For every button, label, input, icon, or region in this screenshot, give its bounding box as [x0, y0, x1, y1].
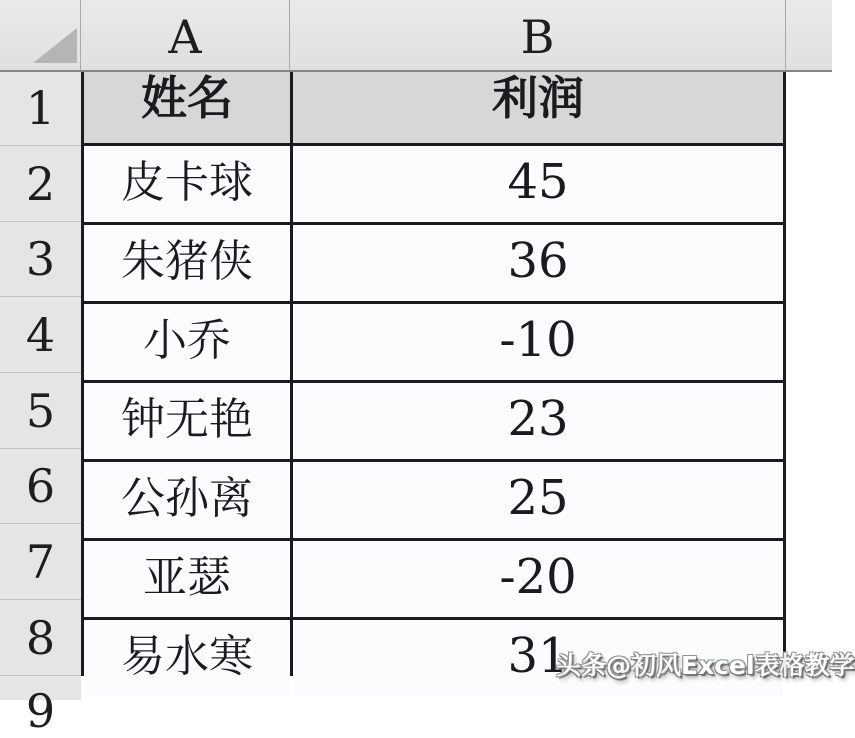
cell-a3-name[interactable]: 朱猪侠: [84, 225, 290, 301]
row-header-7[interactable]: 7: [0, 524, 81, 600]
cell-a5-name[interactable]: 钟无艳: [84, 383, 290, 459]
column-header-partial[interactable]: [786, 0, 832, 70]
select-all-corner[interactable]: [0, 0, 81, 70]
cell-a7-name[interactable]: 亚瑟: [84, 541, 290, 617]
row-header-3[interactable]: 3: [0, 222, 81, 298]
row-header-9[interactable]: 9: [25, 683, 56, 738]
cell-a4-name[interactable]: 小乔: [84, 304, 290, 380]
cell-a1-name-header[interactable]: 姓名: [84, 72, 290, 143]
cell-b8-profit[interactable]: 31: [293, 620, 783, 696]
data-table: [81, 71, 786, 684]
cell-b1-profit-header[interactable]: 利润: [293, 72, 783, 143]
row-header-6[interactable]: 6: [0, 449, 81, 525]
cell-a6-name[interactable]: 公孙离: [84, 462, 290, 538]
row-header-2[interactable]: 2: [0, 146, 81, 222]
cell-b7-profit[interactable]: -20: [293, 541, 783, 617]
cell-b5-profit[interactable]: 23: [293, 383, 783, 459]
select-all-triangle-icon: [33, 28, 77, 63]
cell-b3-profit[interactable]: 36: [293, 225, 783, 301]
column-header-strip: [0, 0, 832, 72]
row-header-8[interactable]: 8: [0, 600, 81, 676]
cell-b2-profit[interactable]: 45: [293, 146, 783, 222]
cell-b6-profit[interactable]: 25: [293, 462, 783, 538]
cell-a8-name[interactable]: 易水寒: [84, 620, 290, 696]
row-header-4[interactable]: 4: [0, 297, 81, 373]
cell-a2-name[interactable]: 皮卡球: [84, 146, 290, 222]
column-header-a[interactable]: A: [81, 0, 290, 70]
row-header-strip: [0, 72, 81, 738]
row-header-5[interactable]: 5: [0, 373, 81, 449]
row-header-1[interactable]: 1: [0, 72, 81, 146]
watermark-text: 头条@初风Excel表格教学: [556, 651, 855, 680]
cell-b4-profit[interactable]: -10: [293, 304, 783, 380]
column-header-b[interactable]: B: [290, 0, 786, 70]
